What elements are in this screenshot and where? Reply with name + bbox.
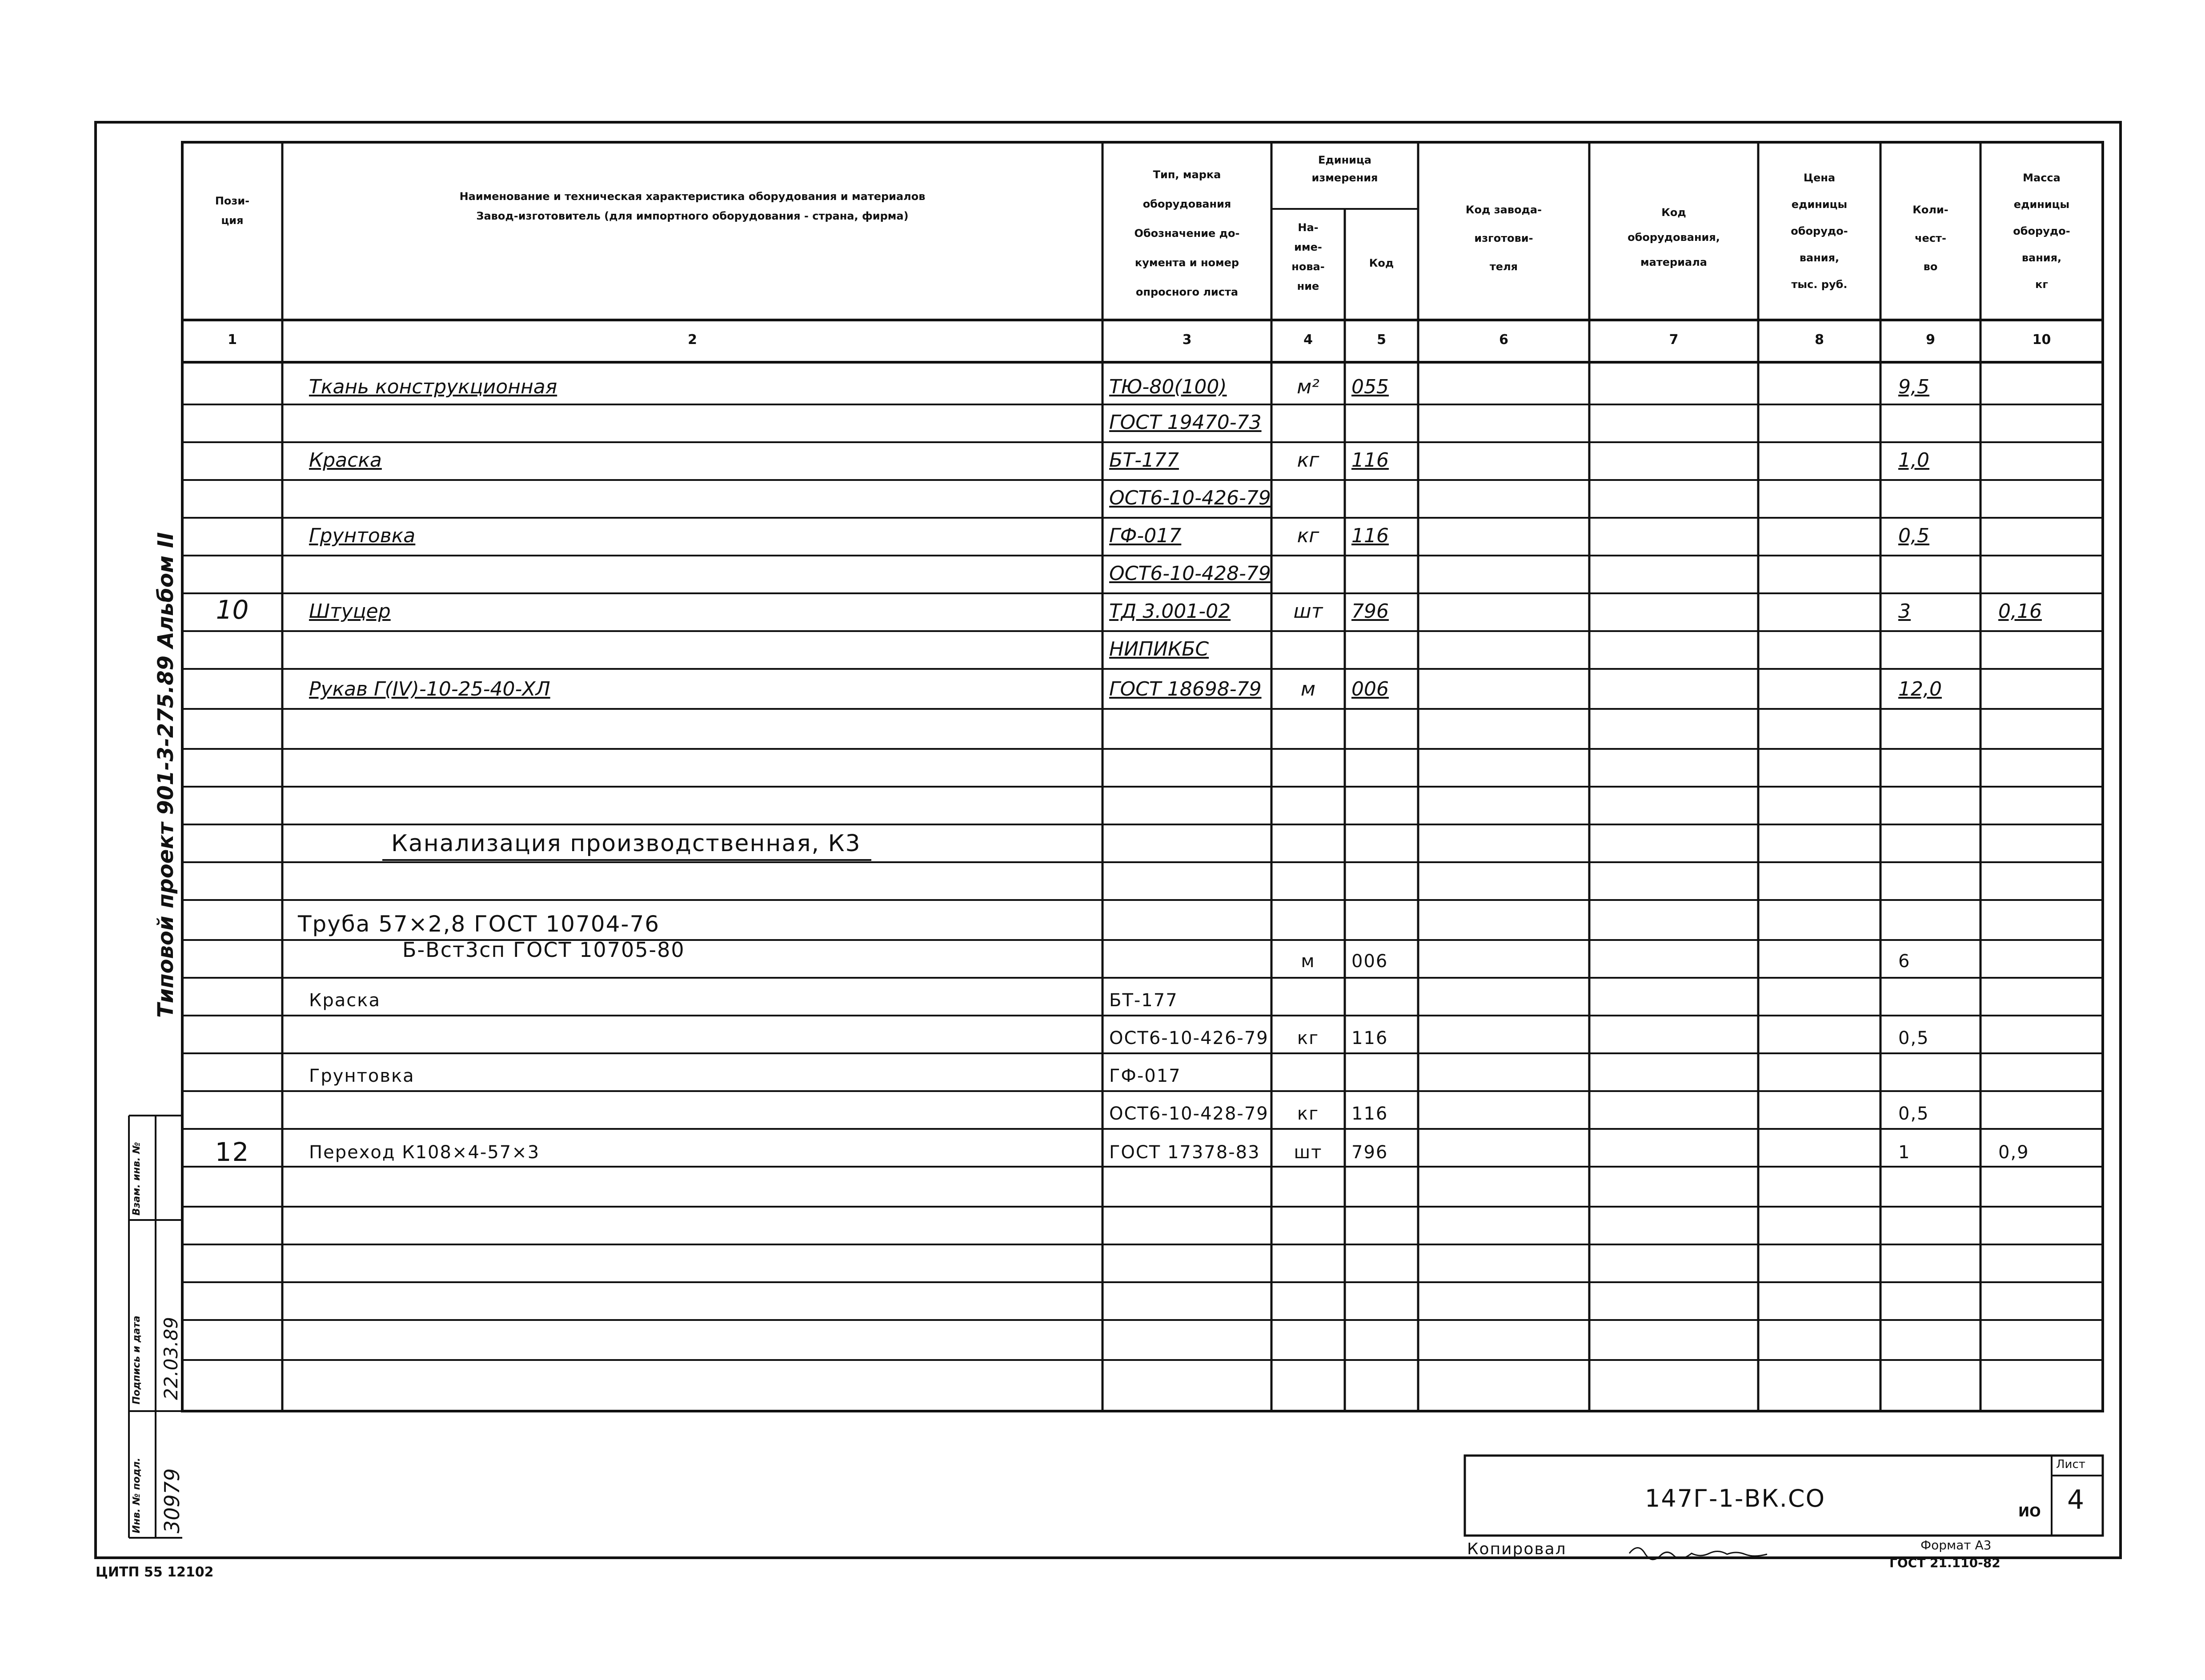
header-unit-code: Код bbox=[1369, 257, 1394, 269]
type-cell: БТ-177 bbox=[1109, 449, 1179, 472]
copier-signature bbox=[1627, 1540, 1769, 1562]
name-cell: Грунтовка bbox=[309, 524, 416, 547]
code-cell: 116 bbox=[1351, 449, 1389, 472]
quantity-cell: 6 bbox=[1898, 951, 1911, 972]
section-title: Канализация производственная, К3 bbox=[391, 830, 861, 857]
stamp-inv-podl-label: Инв. № подл. bbox=[131, 1457, 142, 1533]
code-cell: 796 bbox=[1351, 600, 1389, 623]
code-cell: 116 bbox=[1351, 1028, 1388, 1048]
type-cell: ОСТ6-10-426-79 bbox=[1109, 487, 1271, 509]
unit-cell: м² bbox=[1297, 376, 1319, 398]
type-cell: ГОСТ 17378-83 bbox=[1109, 1142, 1260, 1163]
quantity-cell: 1,0 bbox=[1898, 449, 1929, 472]
sheet-number: 4 bbox=[2067, 1484, 2085, 1516]
copied-label: Копировал bbox=[1467, 1540, 1567, 1558]
header-maker-code: Код заводa- изготови- теля bbox=[1465, 204, 1542, 273]
quantity-cell: 12,0 bbox=[1898, 678, 1942, 700]
type-cell: ГФ-017 bbox=[1109, 1066, 1181, 1086]
code-cell: 116 bbox=[1351, 1104, 1388, 1124]
mass-cell: 0,16 bbox=[1998, 600, 2042, 623]
unit-cell: м bbox=[1301, 951, 1315, 972]
side-project-label: Типовой проект 901-3-275.89 Альбом II bbox=[153, 532, 178, 1018]
header-position: Пози- ция bbox=[215, 195, 250, 227]
type-cell: ОСТ6-10-426-79 bbox=[1109, 1028, 1269, 1048]
column-number-7: 7 bbox=[1669, 332, 1679, 348]
stamp-vzam-label: Взам. инв. № bbox=[131, 1142, 142, 1216]
type-cell: ТД 3.001-02 bbox=[1109, 600, 1231, 623]
unit-cell: кг bbox=[1297, 524, 1319, 547]
type-cell: ОСТ6-10-428-79 bbox=[1109, 1104, 1269, 1124]
quantity-cell: 0,5 bbox=[1898, 1028, 1929, 1048]
type-cell: НИПИКБС bbox=[1109, 638, 1209, 660]
unit-cell: кг bbox=[1297, 1028, 1319, 1048]
name-cell: Переход К108×4-57×3 bbox=[309, 1142, 540, 1163]
pipe-line-1: Труба 57×2,8 ГОСТ 10704-76 bbox=[298, 911, 660, 937]
position-cell: 10 bbox=[216, 595, 249, 625]
header-quantity: Коли- чест- во bbox=[1912, 204, 1948, 273]
column-number-6: 6 bbox=[1499, 332, 1508, 348]
code-cell: 116 bbox=[1351, 524, 1389, 547]
type-cell: ГОСТ 19470-73 bbox=[1109, 411, 1262, 434]
code-cell: 055 bbox=[1351, 376, 1389, 398]
header-mass: Масса единицы оборудо- вания, кг bbox=[2013, 172, 2070, 291]
quantity-cell: 3 bbox=[1898, 600, 1911, 623]
unit-cell: м bbox=[1300, 678, 1316, 700]
position-cell: 12 bbox=[215, 1137, 250, 1167]
column-number-9: 9 bbox=[1926, 332, 1935, 348]
name-cell: Ткань конструкционная bbox=[309, 376, 557, 398]
name-cell: Рукав Г(IV)-10-25-40-ХЛ bbox=[309, 678, 550, 700]
quantity-cell: 1 bbox=[1898, 1142, 1911, 1163]
stamp-signature-label: Подпись и дата bbox=[131, 1316, 142, 1404]
quantity-cell: 0,5 bbox=[1898, 524, 1929, 547]
footer-code: ЦИТП 55 12102 bbox=[96, 1564, 214, 1580]
stamp-signature-value: 22.03.89 bbox=[160, 1316, 182, 1400]
column-number-2: 2 bbox=[688, 332, 697, 348]
quantity-cell: 0,5 bbox=[1898, 1104, 1929, 1124]
header-name: Наименование и техническая характеристика оборудования и материалов Завод-изготовитель (для импортного оборудования - страна, фирма) bbox=[459, 190, 926, 222]
column-number-10: 10 bbox=[2032, 332, 2051, 348]
sheet-label: Лист bbox=[2056, 1458, 2085, 1471]
header-unit-name: На- име- нова- ние bbox=[1291, 221, 1325, 292]
column-number-3: 3 bbox=[1182, 332, 1192, 348]
pipe-line-2: Б-Вст3сп ГОСТ 10705-80 bbox=[402, 938, 685, 962]
code-cell: 796 bbox=[1351, 1142, 1388, 1163]
header-type: Тип, марка оборудования Обозначение до- кумента и номер опросного листа bbox=[1134, 168, 1240, 298]
type-cell: БТ-177 bbox=[1109, 990, 1178, 1011]
type-cell: ГФ-017 bbox=[1109, 524, 1182, 547]
unit-cell: шт bbox=[1293, 600, 1323, 623]
column-number-5: 5 bbox=[1377, 332, 1386, 348]
name-cell: Краска bbox=[309, 990, 381, 1011]
header-unit: Единица измерения bbox=[1311, 154, 1378, 184]
name-cell: Краска bbox=[309, 449, 382, 472]
name-cell: Штуцер bbox=[309, 600, 391, 623]
column-number-1: 1 bbox=[228, 332, 237, 348]
code-cell: 006 bbox=[1351, 951, 1388, 972]
code-cell: 006 bbox=[1351, 678, 1389, 700]
column-number-4: 4 bbox=[1303, 332, 1313, 348]
header-equipment-code: Код оборудования, материала bbox=[1628, 206, 1720, 268]
format-label: Формат А3 bbox=[1920, 1538, 1992, 1552]
sheet-prefix: ИО bbox=[2018, 1504, 2041, 1520]
mass-cell: 0,9 bbox=[1998, 1142, 2029, 1163]
unit-cell: кг bbox=[1297, 449, 1319, 472]
gost-label: ГОСТ 21.110-82 bbox=[1889, 1556, 2001, 1570]
quantity-cell: 9,5 bbox=[1898, 376, 1929, 398]
name-cell: Грунтовка bbox=[309, 1066, 415, 1086]
type-cell: ГОСТ 18698-79 bbox=[1109, 678, 1262, 700]
unit-cell: кг bbox=[1297, 1104, 1319, 1124]
doc-code: 147Г-1-ВК.СО bbox=[1645, 1484, 1826, 1512]
type-cell: ТЮ-80(100) bbox=[1109, 376, 1227, 398]
unit-cell: шт bbox=[1294, 1142, 1323, 1163]
type-cell: ОСТ6-10-428-79 bbox=[1109, 562, 1271, 585]
header-price: Цена единицы оборудо- вания, тыс. руб. bbox=[1791, 172, 1848, 291]
stamp-inv-podl-value: 30979 bbox=[160, 1468, 184, 1533]
column-number-8: 8 bbox=[1815, 332, 1824, 348]
